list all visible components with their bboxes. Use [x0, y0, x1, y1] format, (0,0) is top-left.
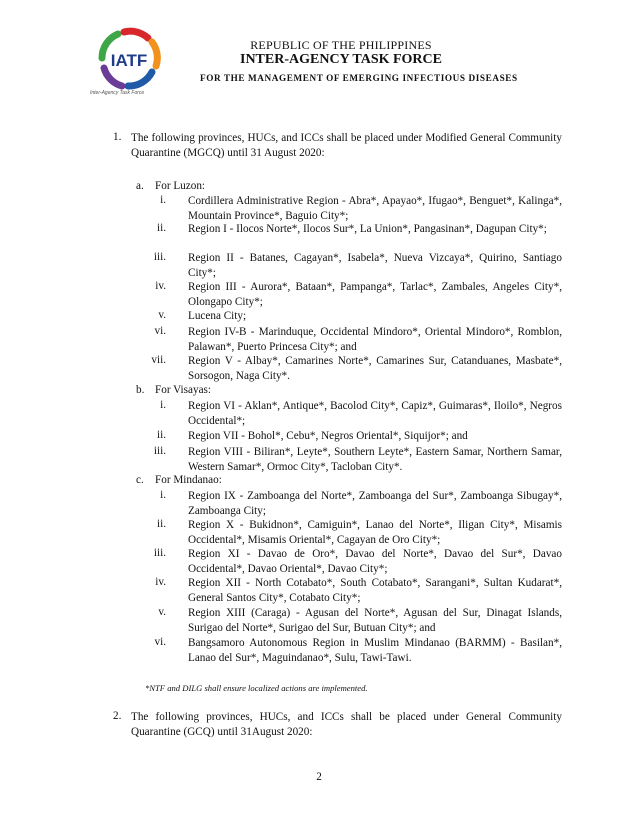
header-subtitle: FOR THE MANAGEMENT OF EMERGING INFECTIOUS DISEASES — [200, 73, 518, 83]
item-number: ii. — [156, 518, 166, 530]
list-item: Region VI - Aklan*, Antique*, Bacolod City*, Capiz*, Guimaras*, Iloilo*, Negros Occidental*; — [188, 400, 562, 427]
section-1-text: The following provinces, HUCs, and ICCs shall be placed under Modified General Community Quarantine (MGCQ) until 31 August 2020: — [131, 132, 562, 159]
list-item: Region I - Ilocos Norte*, Ilocos Sur*, La Union*, Pangasinan*, Dagupan City*; — [188, 223, 547, 235]
section-2-text: The following provinces, HUCs, and ICCs shall be placed under General Community Quarantine (GCQ) until 31August 2020: — [131, 711, 562, 738]
list-item: Region III - Aurora*, Bataan*, Pampanga*, Tarlac*, Zambales, Angeles City*, Olongapo City*; — [188, 281, 562, 308]
svg-text:IATF: IATF — [110, 51, 148, 70]
item-number: i. — [160, 194, 166, 206]
list-item: Lucena City; — [188, 310, 247, 322]
header-task-force: INTER-AGENCY TASK FORCE — [240, 52, 442, 67]
list-item: Region X - Bukidnon*, Camiguin*, Lanao del Norte*, Iligan City*, Misamis Occidental*, Misamis Oriental*, Cagayan de Oro City*; — [188, 519, 562, 546]
list-item: Region XIII (Caraga) - Agusan del Norte*, Agusan del Sur, Dinagat Islands, Surigao del Norte*, Surigao del Sur, Butuan City*; and — [188, 607, 562, 634]
item-number: ii. — [156, 429, 166, 441]
list-item: Bangsamoro Autonomous Region in Muslim Mindanao (BARMM) - Basilan*, Lanao del Sur*, Maguindanao*, Sulu, Tawi-Tawi. — [188, 637, 562, 664]
item-number: vii. — [151, 354, 166, 366]
header-republic: REPUBLIC OF THE PHILIPPINES — [250, 38, 432, 52]
group-b-letter: b. — [136, 384, 145, 396]
item-number: iii. — [153, 445, 166, 457]
item-number: iv. — [155, 576, 166, 588]
svg-text:Inter-Agency Task Force: Inter-Agency Task Force — [90, 90, 145, 96]
list-item: Region VIII - Biliran*, Leyte*, Southern Leyte*, Eastern Samar, Northern Samar, Western Samar*, Ormoc City*, Tacloban City*. — [188, 446, 562, 473]
item-number: vi. — [154, 325, 166, 337]
list-item: Region VII - Bohol*, Cebu*, Negros Oriental*, Siquijor*; and — [188, 430, 468, 442]
list-item: Region XII - North Cotabato*, South Cotabato*, Sarangani*, Sultan Kudarat*, General Santos City*, Cotabato City*; — [188, 577, 562, 604]
item-number: ii. — [156, 222, 166, 234]
item-number: v. — [158, 309, 166, 321]
section-1-number: 1. — [113, 131, 122, 143]
list-item: Region XI - Davao de Oro*, Davao del Norte*, Davao del Sur*, Davao Occidental*, Davao Oriental*, Davao City*; — [188, 548, 562, 575]
footnote: *NTF and DILG shall ensure localized actions are implemented. — [145, 683, 368, 693]
list-item: Region V - Albay*, Camarines Norte*, Camarines Sur, Catanduanes, Masbate*, Sorsogon, Naga City*. — [188, 355, 562, 382]
group-a-label: For Luzon: — [155, 180, 206, 192]
item-number: vi. — [154, 636, 166, 648]
item-number: iii. — [153, 251, 166, 263]
item-number: iv. — [155, 280, 166, 292]
item-number: iii. — [153, 547, 166, 559]
item-number: v. — [158, 606, 166, 618]
item-number: i. — [160, 399, 166, 411]
section-2-number: 2. — [113, 710, 122, 722]
group-a-letter: a. — [136, 180, 144, 192]
list-item: Region IX - Zamboanga del Norte*, Zamboanga del Sur*, Zamboanga Sibugay*, Zamboanga City; — [188, 490, 562, 517]
group-b-label: For Visayas: — [155, 384, 211, 396]
group-c-letter: c. — [136, 474, 144, 486]
list-item: Cordillera Administrative Region - Abra*, Apayao*, Ifugao*, Benguet*, Kalinga*, Mountain Province*, Baguio City*; — [188, 195, 562, 222]
list-item: Region IV-B - Marinduque, Occidental Mindoro*, Oriental Mindoro*, Romblon, Palawan*, Puerto Princesa City*; and — [188, 326, 562, 353]
item-number: i. — [160, 489, 166, 501]
list-item: Region II - Batanes, Cagayan*, Isabela*, Nueva Vizcaya*, Quirino, Santiago City*; — [188, 252, 562, 279]
group-c-label: For Mindanao: — [155, 474, 222, 486]
page-number: 2 — [316, 771, 322, 783]
